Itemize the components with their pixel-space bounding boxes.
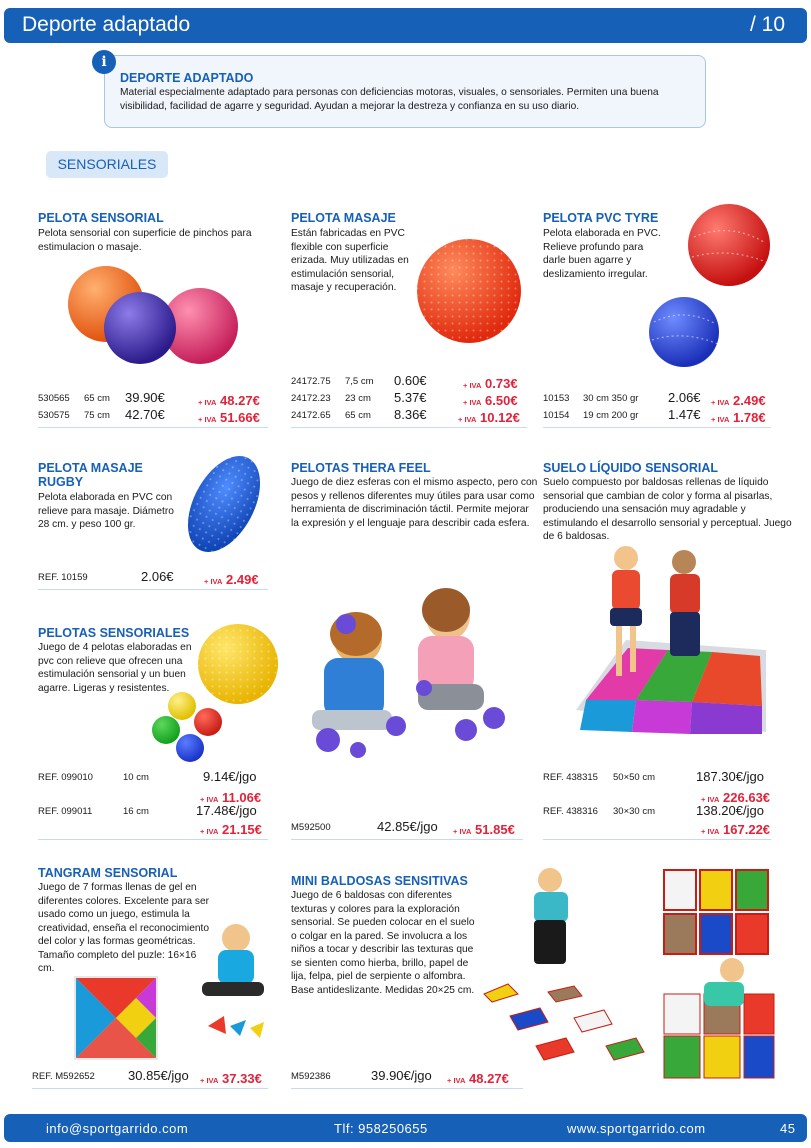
product-image-tyre-balls (644, 202, 774, 372)
page-title: Deporte adaptado (22, 13, 191, 36)
product-image-balls (62, 262, 244, 374)
price-row-iva: + IVA 167.22€ (701, 822, 771, 837)
product-title: TANGRAM SENSORIAL (38, 866, 178, 880)
product-title: PELOTA SENSORIAL (38, 211, 164, 225)
info-title: DEPORTE ADAPTADO (120, 71, 254, 85)
price-row: REF. 099010 10 cm 9.14€/jgo (38, 769, 257, 784)
category-chip: SENSORIALES (46, 151, 168, 178)
product-image-liquid-floor (566, 540, 776, 736)
price-row: 24172.65 65 cm 8.36€ + IVA 10.12€ (291, 407, 520, 425)
product-desc: Suelo compuesto por baldosas rellenas de líquido sensorial que cambian de color y forma al pisarlas, produciendo una sensación muy agradable y estimulando el desarrollo sensorial y perceptual. Juego de 6 baldosas. (543, 477, 792, 542)
product-desc: Juego de diez esferas con el mismo aspecto, pero con pesos y rellenos diferentes muy útiles para usar como herramienta de discriminación táctil. Permite mejorar la expresión y el lenguaje para describir cada esfera. (291, 477, 538, 529)
product-image-massage-ball (414, 236, 524, 346)
product-image-mini-tiles (478, 866, 778, 1082)
footer-email[interactable]: info@sportgarrido.com (46, 1121, 189, 1136)
product-title: PELOTAS SENSORIALES (38, 626, 190, 640)
product-desc: Pelota sensorial con superficie de pinchos para estimulacion o masaje. (38, 228, 252, 253)
product-desc: Pelota elaborada en PVC. Relieve profundo para darle buen agarre y deslizamiento irregular. (543, 228, 661, 280)
footer-bar (4, 1114, 807, 1142)
product-desc: Juego de 6 baldosas con diferentes texturas y colores para la exploración sensorial. Se pueden colocar en el suelo o colgar en la pared. Se involucra a los niños a tocar y describir las texturas que se sienten como hierba, brillo, papel de lija, felpa, piel de serpiente o alfombra. Base antideslizante. Medidas 20×25 cm. (291, 890, 475, 996)
price-row: 24172.75 7,5 cm 0.60€ + IVA 0.73€ (291, 373, 518, 391)
price-row: 10153 30 cm 350 gr 2.06€ + IVA 2.49€ (543, 390, 766, 408)
product-title: PELOTA PVC TYRE (543, 211, 659, 225)
divider (32, 1088, 268, 1089)
divider (543, 839, 771, 840)
price-row-iva: + IVA 11.06€ (200, 790, 262, 805)
product-image-tangram (74, 920, 274, 1064)
price-row: 530565 65 cm 39.90€ + IVA 48.27€ (38, 390, 260, 408)
divider (291, 839, 523, 840)
price-row: 24172.23 23 cm 5.37€ + IVA 6.50€ (291, 390, 518, 408)
price-row: REF. M592652 30.85€/jgo + IVA 37.33€ (32, 1068, 262, 1086)
divider (38, 839, 268, 840)
divider (543, 427, 771, 428)
product-title: SUELO LÍQUIDO SENSORIAL (543, 461, 719, 475)
footer-phone: Tlf: 958250655 (334, 1121, 428, 1136)
product-image-children-thera (298, 580, 520, 760)
footer-web[interactable]: www.sportgarrido.com (567, 1121, 706, 1136)
price-row: 530575 75 cm 42.70€ + IVA 51.66€ (38, 407, 260, 425)
product-image-sensory-balls (146, 620, 280, 766)
product-desc: Juego de 4 pelotas elaboradas en pvc con relieve que ofrecen una estimulación sensorial y un buen agarre. Ligeras y resistentes. (38, 642, 192, 694)
product-image-rugby-ball (176, 450, 272, 558)
price-row-iva: + IVA 226.63€ (701, 790, 771, 805)
product-desc: Juego de 7 formas llenas de gel en diferentes colores. Excelente para ser usado como un juego, estimula la creatividad, enseña el reconocimiento del color y las formas geométricas. Tamaño completo del puzle: 16×16 cm. (38, 882, 210, 974)
price-row: M592386 39.90€/jgo + IVA 48.27€ (291, 1068, 509, 1086)
info-icon: i (92, 50, 116, 74)
divider (291, 427, 527, 428)
section-number: / 10 (749, 13, 785, 36)
divider (38, 427, 268, 428)
price-row: M592500 42.85€/jgo + IVA 51.85€ (291, 819, 515, 837)
product-title: PELOTA MASAJE (291, 211, 396, 225)
price-row: REF. 10159 2.06€ + IVA 2.49€ (38, 569, 259, 587)
divider (291, 1088, 523, 1089)
product-title: PELOTAS THERA FEEL (291, 461, 431, 475)
footer-page-number: 45 (780, 1121, 796, 1136)
price-row: REF. 438315 50×50 cm 187.30€/jgo (543, 769, 764, 784)
info-text: Material especialmente adaptado para personas con deficiencias motoras, visuales, o sensoriales. Permiten una buena visibilidad, facilidad de agarre y seguridad. Ayudan a mejorar la destreza y confianza en su uso diario. (120, 87, 659, 112)
product-desc: Pelota elaborada en PVC con relieve para masaje. Diámetro 28 cm. y peso 100 gr. (38, 492, 174, 530)
price-row: REF. 099011 16 cm 17.48€/jgo (38, 803, 257, 818)
product-desc: Están fabricadas en PVC flexible con superficie erizada. Muy utilizadas en estimulación sensorial, masaje y recuperación. (291, 228, 409, 293)
header-bar (4, 8, 807, 43)
divider (38, 589, 268, 590)
price-row: REF. 438316 30×30 cm 138.20€/jgo (543, 803, 764, 818)
price-row: 10154 19 cm 200 gr 1.47€ + IVA 1.78€ (543, 407, 766, 425)
product-title: PELOTA MASAJE RUGBY (38, 461, 143, 489)
product-title: MINI BALDOSAS SENSITIVAS (291, 874, 468, 888)
price-row-iva: + IVA 21.15€ (200, 822, 262, 837)
